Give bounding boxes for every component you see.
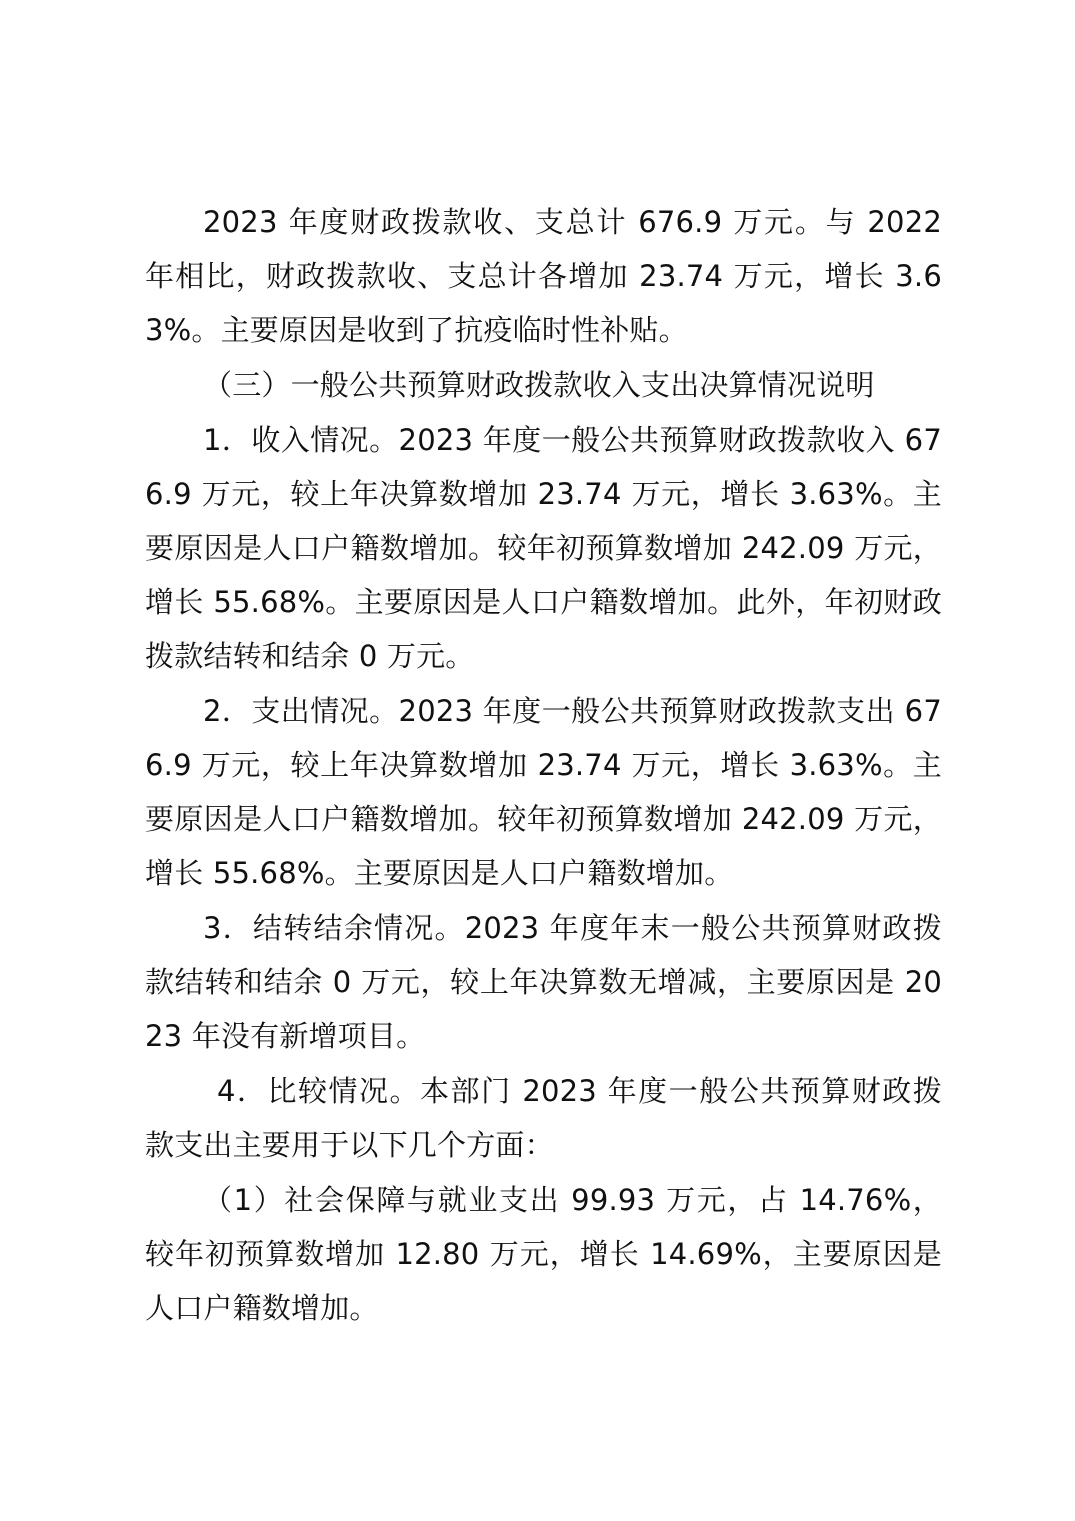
paragraph-carryover: 3．结转结余情况。2023 年度年末一般公共预算财政拨款结转和结余 0 万元，较上年决算数无增减，主要原因是 2023 年没有新增项目。 [145,911,942,1053]
document-page [145,195,942,1335]
paragraph-expenditure: 2．支出情况。2023 年度一般公共预算财政拨款支出 676.9 万元，较上年决算数增加 23.74 万元，增长 3.63%。主要原因是人口户籍数增加。较年初预算数增加 242.09 万元，增长 55.68%。主要原因是人口户籍数增加。 [145,694,942,890]
section-heading: （三）一般公共预算财政拨款收入支出决算情况说明 [203,368,875,402]
paragraph-income: 1．收入情况。2023 年度一般公共预算财政拨款收入 676.9 万元，较上年决算数增加 23.74 万元，增长 3.63%。主要原因是人口户籍数增加。较年初预算数增加 242.09 万元，增长 55.68%。主要原因是人口户籍数增加。此外，年初财政拨款结转和结余 0 万元。 [145,423,942,673]
paragraph-social-security: （1）社会保障与就业支出 99.93 万元，占 14.76%，较年初预算数增加 12.80 万元，增长 14.69%，主要原因是人口户籍数增加。 [145,1183,942,1325]
paragraph-total-summary: 2023 年度财政拨款收、支总计 676.9 万元。与 2022 年相比，财政拨款收、支总计各增加 23.74 万元，增长 3.63%。主要原因是收到了抗疫临时性补贴。 [145,205,942,347]
paragraph-comparison: 4．比较情况。本部门 2023 年度一般公共预算财政拨款支出主要用于以下几个方面： [145,1074,942,1162]
